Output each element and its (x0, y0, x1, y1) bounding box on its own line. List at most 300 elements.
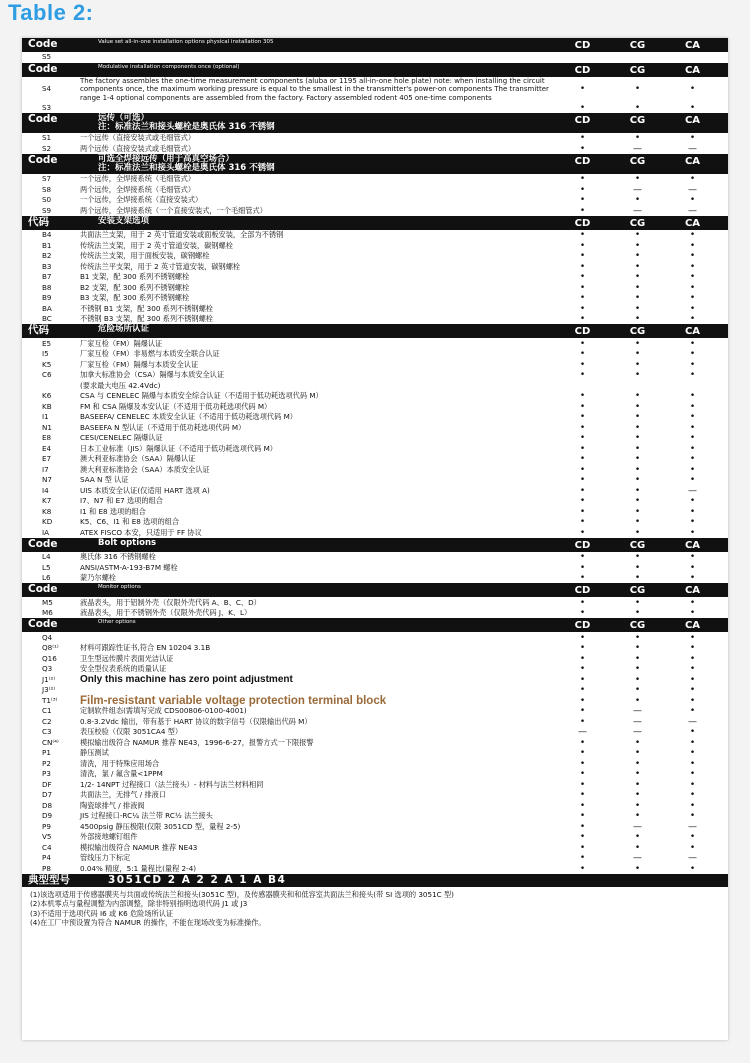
availability-mark: • (689, 552, 696, 563)
section-code-label: 代码 (28, 324, 49, 337)
availability-mark: • (634, 475, 641, 486)
option-description: B2 支架，配 300 系列不锈钢螺栓 (80, 282, 190, 292)
table-row (22, 695, 728, 706)
availability-mark: • (634, 261, 641, 272)
table-row (22, 303, 728, 314)
option-code: KD (42, 517, 53, 527)
availability-mark: • (579, 293, 586, 304)
option-description: I1 和 E8 选项的组合 (80, 506, 146, 516)
table-row (22, 443, 728, 454)
option-description: 陶瓷球排气 / 排液阀 (80, 800, 145, 810)
table-row (22, 464, 728, 475)
availability-mark: • (689, 349, 696, 360)
option-code: K8 (42, 506, 52, 516)
table-row (22, 664, 728, 675)
table-row (22, 832, 728, 843)
availability-mark: • (579, 84, 586, 95)
availability-mark: • (689, 517, 696, 528)
footnotes (22, 887, 728, 931)
table-row (22, 251, 728, 262)
table-row (22, 779, 728, 790)
availability-mark: • (634, 842, 641, 853)
availability-mark: • (579, 573, 586, 584)
availability-mark: • (689, 842, 696, 853)
availability-mark: • (579, 552, 586, 563)
availability-mark: • (689, 251, 696, 262)
option-code: IA (42, 527, 50, 537)
availability-mark: • (689, 562, 696, 573)
availability-mark: • (634, 608, 641, 619)
availability-mark: • (634, 653, 641, 664)
table-row (22, 338, 728, 349)
option-code: BA (42, 303, 52, 313)
option-code: I7 (42, 464, 49, 474)
table-row (22, 272, 728, 283)
availability-mark: — (688, 821, 697, 832)
option-description: 澳大利亚标准协会（SAA）本质安全认证 (80, 464, 210, 474)
availability-mark: • (634, 517, 641, 528)
option-description: JIS 过程接口-RC¼ 法兰带 RC½ 法兰接头 (80, 811, 213, 821)
availability-mark: • (579, 412, 586, 423)
availability-mark: • (689, 359, 696, 370)
option-description: 不锈钢 B3 支架，配 300 系列不锈钢螺栓 (80, 314, 213, 324)
option-code: P9 (42, 821, 51, 831)
availability-mark: • (634, 643, 641, 654)
availability-mark: • (689, 464, 696, 475)
option-code: E4 (42, 443, 52, 453)
section-header (22, 113, 728, 133)
availability-mark: • (634, 303, 641, 314)
availability-mark: • (579, 133, 586, 144)
availability-mark: • (689, 454, 696, 465)
section-header (22, 538, 728, 552)
option-description: 0.04% 精度，5:1 量程比(量程 2-4) (80, 863, 197, 873)
section-code-label: 代码 (28, 215, 49, 228)
availability-mark: • (689, 685, 696, 696)
option-code: B4 (42, 230, 52, 240)
table-row (22, 517, 728, 528)
availability-mark: • (579, 174, 586, 185)
table-row (22, 674, 728, 685)
option-description: K5、C6、I1 和 E8 选项的组合 (80, 517, 180, 527)
table-row (22, 527, 728, 538)
availability-mark: • (634, 506, 641, 517)
availability-mark: • (689, 293, 696, 304)
table-row (22, 370, 728, 381)
option-code: P3 (42, 769, 51, 779)
availability-mark: • (634, 758, 641, 769)
footnote: (1)该选项适用于传感器膜夹与共面或传统法兰和接头(3051C 型)，及传感器膜夹和和低容室共面法兰和接头(带 SI 选项的 3051C 型) (30, 889, 454, 899)
section-title: 危险场所认证 (98, 324, 150, 335)
option-code: B9 (42, 293, 52, 303)
table-section (22, 113, 728, 154)
column-header: CD (574, 539, 591, 551)
availability-mark: • (579, 758, 586, 769)
availability-mark: • (579, 314, 586, 325)
availability-mark: • (689, 653, 696, 664)
option-code: CN⁽⁴⁾ (42, 737, 59, 747)
option-code: C4 (42, 842, 52, 852)
section-title: Value set all-in-one installation options physical installation 305 (98, 39, 274, 45)
table-section (22, 538, 728, 584)
option-description: 定制软件组态(需填写完成 CDS00806-0100-4001) (80, 706, 247, 716)
availability-mark: • (634, 84, 641, 95)
availability-mark: • (579, 230, 586, 241)
availability-mark: • (689, 573, 696, 584)
availability-mark: • (634, 102, 641, 113)
availability-mark: • (634, 527, 641, 538)
availability-mark: • (634, 454, 641, 465)
availability-mark: • (634, 349, 641, 360)
option-code: B8 (42, 282, 52, 292)
table-section (22, 63, 728, 113)
section-header (22, 324, 728, 338)
model-row (22, 874, 728, 887)
section-code-label: Code (28, 618, 58, 631)
availability-mark: • (689, 506, 696, 517)
availability-mark: — (633, 727, 642, 738)
availability-mark: • (579, 359, 586, 370)
option-code: S7 (42, 174, 52, 184)
availability-mark: • (579, 422, 586, 433)
option-code: P4 (42, 853, 51, 863)
table-row (22, 143, 728, 154)
availability-mark: • (579, 517, 586, 528)
table-row (22, 205, 728, 216)
availability-mark: • (689, 370, 696, 381)
option-description: 表压校验（仅限 3051CA4 型） (80, 727, 183, 737)
availability-mark: • (579, 842, 586, 853)
availability-mark: • (579, 195, 586, 206)
table-row (22, 174, 728, 185)
availability-mark: • (689, 133, 696, 144)
availability-mark: • (579, 863, 586, 874)
availability-mark: • (579, 737, 586, 748)
option-description: BASEEFA N 型认证（不适用于低功耗选项代码 M） (80, 422, 246, 432)
option-code: C2 (42, 716, 52, 726)
availability-mark: • (634, 597, 641, 608)
option-code: M6 (42, 608, 53, 618)
option-code: C3 (42, 727, 52, 737)
column-header: CG (629, 326, 646, 338)
availability-mark: • (689, 674, 696, 685)
option-code: L5 (42, 562, 51, 572)
availability-mark: • (634, 412, 641, 423)
table-section (22, 216, 728, 325)
availability-mark: • (689, 401, 696, 412)
availability-mark: • (579, 303, 586, 314)
option-code: S2 (42, 143, 52, 153)
availability-mark: • (579, 349, 586, 360)
availability-mark: • (579, 338, 586, 349)
availability-mark: • (689, 84, 696, 95)
option-code: S1 (42, 133, 52, 143)
availability-mark: • (579, 475, 586, 486)
section-code-label: Code (28, 62, 58, 75)
footnote: (3)不适用于选项代码 I6 或 K6 危险场所认证 (30, 908, 174, 918)
section-title: 安装支架选项 (98, 215, 150, 226)
availability-mark: • (689, 769, 696, 780)
table-row (22, 184, 728, 195)
option-description: 两个远传，全焊接系统（一个直接安装式，一个毛细管式） (80, 205, 267, 215)
option-description: 传统法兰支架，用于 2 英寸管道安装，碳钢螺栓 (80, 240, 233, 250)
section-header (22, 154, 728, 174)
availability-mark: • (634, 293, 641, 304)
column-header: CG (629, 620, 646, 632)
availability-mark: • (634, 779, 641, 790)
availability-mark: • (579, 643, 586, 654)
column-header: CA (684, 40, 701, 51)
availability-mark: • (634, 863, 641, 874)
availability-mark: • (689, 496, 696, 507)
table-row (22, 454, 728, 465)
availability-mark: • (689, 664, 696, 675)
option-description: 材料可跟踪性证书,符合 EN 10204 3.1B (80, 643, 211, 653)
availability-mark: • (689, 643, 696, 654)
availability-mark: • (689, 790, 696, 801)
availability-mark: • (689, 261, 696, 272)
table-row (22, 359, 728, 370)
availability-mark: • (579, 261, 586, 272)
availability-mark: • (634, 240, 641, 251)
section-code-label: Code (28, 583, 58, 596)
availability-mark: • (634, 695, 641, 706)
column-header: CD (574, 217, 591, 229)
section-header (22, 63, 728, 77)
availability-mark: • (579, 433, 586, 444)
table-row (22, 863, 728, 874)
section-title: Monitor options (98, 584, 141, 591)
option-description: I7、N7 和 E7 选项的组合 (80, 496, 163, 506)
option-code: S0 (42, 195, 52, 205)
option-code: K7 (42, 496, 52, 506)
option-code: L6 (42, 573, 51, 583)
column-header: CA (684, 326, 701, 338)
availability-mark: • (579, 401, 586, 412)
option-code: C1 (42, 706, 52, 716)
table-row (22, 475, 728, 486)
option-description: 模拟输出级符合 NAMUR 推荐 NE43 (80, 842, 198, 852)
section-title: 远传（可选） 注：标准法兰和接头螺栓是奥氏体 316 不锈钢 (98, 112, 275, 133)
availability-mark: • (634, 790, 641, 801)
option-code: I1 (42, 412, 49, 422)
option-description: Film-resistant variable voltage protection terminal block (80, 694, 387, 707)
column-header: CG (629, 40, 646, 51)
availability-mark: • (689, 195, 696, 206)
availability-mark: — (688, 205, 697, 216)
column-header: CG (629, 585, 646, 597)
availability-mark: • (634, 401, 641, 412)
option-description: 两个远传，全焊接系统（毛细管式） (80, 184, 196, 194)
option-code: KB (42, 401, 52, 411)
option-description: 共面法兰支架，用于 2 英寸管道安装或面板安装，全部为不锈钢 (80, 230, 284, 240)
option-description: 静压测试 (80, 748, 109, 758)
availability-mark: • (579, 454, 586, 465)
column-header: CA (684, 155, 701, 167)
availability-mark: • (634, 769, 641, 780)
availability-mark: • (634, 800, 641, 811)
column-header: CD (574, 64, 591, 76)
option-code: B1 (42, 240, 52, 250)
option-description: UIS 本质安全认证(仅适用 HART 选项 A) (80, 485, 210, 495)
option-description: 厂家互检（FM）隔爆认证 (80, 338, 163, 348)
section-header (22, 216, 728, 230)
option-description: 液晶表头，用于铝制外壳（仅限外壳代码 A、B、C、D） (80, 597, 261, 607)
section-code-label: Code (28, 112, 58, 125)
availability-mark: • (579, 391, 586, 402)
table-row (22, 433, 728, 444)
table-row (22, 685, 728, 696)
table-section (22, 618, 728, 874)
table-row (22, 769, 728, 780)
option-code: B2 (42, 251, 52, 261)
option-code: M5 (42, 597, 53, 607)
availability-mark: • (579, 608, 586, 619)
table-row (22, 102, 728, 113)
option-code: L4 (42, 552, 51, 562)
availability-mark: • (579, 821, 586, 832)
table-row (22, 758, 728, 769)
section-code-label: Code (28, 537, 58, 550)
availability-mark: • (689, 748, 696, 759)
table-row (22, 608, 728, 619)
option-description: 一个远传，全焊接系统（直接安装式） (80, 195, 203, 205)
availability-mark: • (689, 230, 696, 241)
availability-mark: • (689, 338, 696, 349)
table-row (22, 716, 728, 727)
option-description: 清洗，用于特殊应用场合 (80, 758, 160, 768)
availability-mark: • (579, 632, 586, 643)
table-row (22, 573, 728, 584)
table-row (22, 52, 728, 63)
availability-mark: • (579, 779, 586, 790)
option-code: DF (42, 779, 52, 789)
availability-mark: • (634, 685, 641, 696)
table-body (22, 38, 728, 874)
option-description: B3 支架，配 300 系列不锈钢螺栓 (80, 293, 190, 303)
option-description: 4500psig 静压极限(仅限 3051CD 型，量程 2-5) (80, 821, 241, 831)
option-description: 1/2- 14NPT 过程接口（法兰接头）- 材料与法兰材料相同 (80, 779, 264, 789)
availability-mark: — (633, 205, 642, 216)
availability-mark: • (689, 832, 696, 843)
option-description: 澳大利亚标准协会（SAA）隔爆认证 (80, 454, 196, 464)
availability-mark: — (578, 727, 587, 738)
column-header: CD (574, 40, 591, 51)
availability-mark: • (579, 485, 586, 496)
availability-mark: — (633, 821, 642, 832)
option-code: N1 (42, 422, 52, 432)
table-row (22, 737, 728, 748)
availability-mark: • (579, 664, 586, 675)
option-code: J1⁽²⁾ (42, 674, 56, 684)
option-description: 日本工业标准（JIS）隔爆认证（不适用于低功耗选项代码 M） (80, 443, 277, 453)
section-title: Bolt options (98, 537, 157, 548)
availability-mark: • (689, 811, 696, 822)
availability-mark: • (689, 758, 696, 769)
option-code: I5 (42, 349, 49, 359)
option-description: 安全型仪表系统的质量认证 (80, 664, 167, 674)
option-code: E8 (42, 433, 52, 443)
availability-mark: • (579, 205, 586, 216)
option-code: C6 (42, 370, 52, 380)
option-description: 厂家互检（FM）隔爆与本质安全认证 (80, 359, 199, 369)
option-description: 厂家互检（FM）非易燃与本质安全联合认证 (80, 349, 220, 359)
option-code: J3⁽²⁾ (42, 685, 56, 695)
option-description: SAA N 型 认证 (80, 475, 129, 485)
table-row (22, 853, 728, 864)
table-section (22, 583, 728, 618)
option-code: T1⁽³⁾ (42, 695, 58, 705)
availability-mark: • (579, 769, 586, 780)
availability-mark: • (634, 632, 641, 643)
column-header: CD (574, 585, 591, 597)
option-code: P2 (42, 758, 51, 768)
availability-mark: — (688, 184, 697, 195)
section-title: 可选全焊接远传（用于高真空场合） 注：标准法兰和接头螺栓是奥氏体 316 不锈钢 (98, 153, 275, 174)
table-row (22, 653, 728, 664)
availability-mark: • (579, 685, 586, 696)
section-title: Other options (98, 619, 136, 626)
availability-mark: • (634, 272, 641, 283)
section-header (22, 38, 728, 52)
availability-mark: • (634, 485, 641, 496)
availability-mark: • (634, 391, 641, 402)
availability-mark: • (579, 800, 586, 811)
availability-mark: • (579, 184, 586, 195)
option-description: CSA 与 CENELEC 隔爆与本质安全综合认证（不适用于低功耗选项代码 M） (80, 391, 323, 401)
footnote: (4)在工厂中预设置为符合 NAMUR 的操作，不能在现场改变为标准操作。 (30, 918, 266, 927)
table-section (22, 324, 728, 538)
availability-mark: • (634, 133, 641, 144)
table-row (22, 230, 728, 241)
availability-mark: • (579, 282, 586, 293)
option-description: 蒙乃尔螺栓 (80, 573, 116, 583)
table-row (22, 485, 728, 496)
table-row (22, 748, 728, 759)
availability-mark: • (689, 695, 696, 706)
option-code: N7 (42, 475, 52, 485)
option-code: B3 (42, 261, 52, 271)
option-code: D9 (42, 811, 53, 821)
availability-mark: • (634, 464, 641, 475)
table-row (22, 727, 728, 738)
option-description: FM 和 CSA 隔爆及本安认证（不适用于低功耗选项代码 M） (80, 401, 272, 411)
availability-mark: • (689, 608, 696, 619)
availability-mark: • (634, 443, 641, 454)
option-description: 奥氏体 316 不锈钢螺栓 (80, 552, 156, 562)
table-row (22, 261, 728, 272)
column-header: CG (629, 114, 646, 126)
option-description: (要求最大电压 42.4Vdc) (80, 380, 161, 390)
availability-mark: • (634, 230, 641, 241)
availability-mark: • (634, 422, 641, 433)
availability-mark: • (689, 174, 696, 185)
table-row (22, 195, 728, 206)
availability-mark: • (634, 195, 641, 206)
section-header (22, 618, 728, 632)
availability-mark: • (689, 737, 696, 748)
table-row (22, 240, 728, 251)
availability-mark: • (579, 811, 586, 822)
availability-mark: • (689, 272, 696, 283)
availability-mark: • (634, 370, 641, 381)
availability-mark: • (634, 496, 641, 507)
availability-mark: • (689, 412, 696, 423)
availability-mark: • (689, 800, 696, 811)
option-code: Q8⁽¹⁾ (42, 643, 59, 653)
availability-mark: — (633, 706, 642, 717)
availability-mark: — (633, 853, 642, 864)
